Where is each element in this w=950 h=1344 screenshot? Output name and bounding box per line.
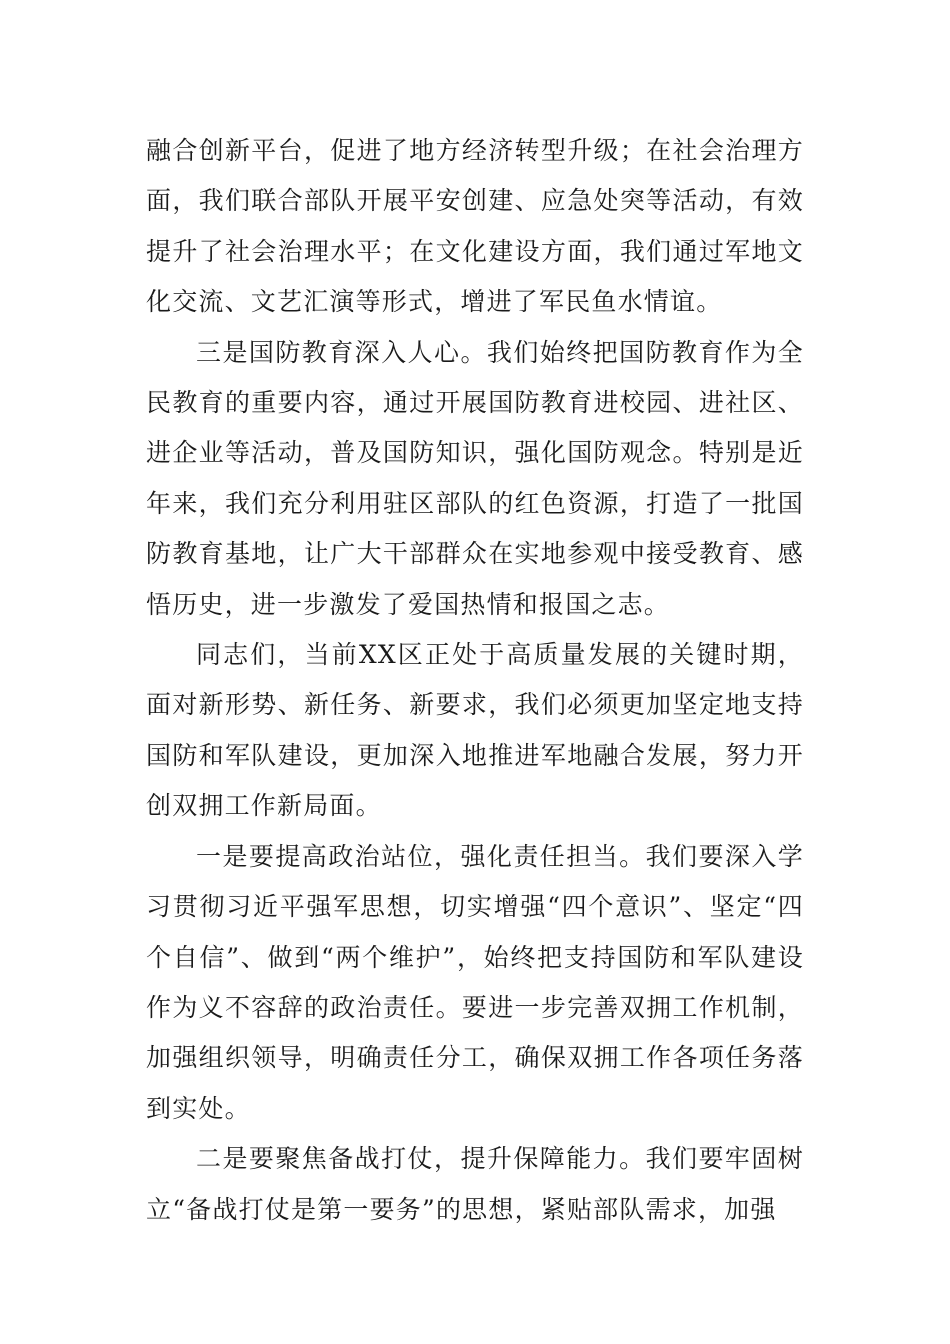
paragraph-combat-readiness: 二是要聚焦备战打仗，提升保障能力。我们要牢固树立“备战打仗是第一要务”的思想，紧贴部队需求，加强 xyxy=(146,1144,804,1224)
paragraph-comrades: 同志们，当前XX区正处于高质量发展的关键时期，面对新形势、新任务、新要求，我们必须更加坚定地支持国防和军队建设，更加深入地推进军地融合发展，努力开创双拥工作新局面。 xyxy=(146,640,804,821)
paragraph-national-defense-education: 三是国防教育深入人心。我们始终把国防教育作为全民教育的重要内容，通过开展国防教育进校园、进社区、进企业等活动，普及国防知识，强化国防观念。特别是近年来，我们充分利用驻区部队的红色资源，打造了一批国防教育基地，让广大干部群众在实地参观中接受教育、感悟历史，进一步激发了爱国热情和报国之志。 xyxy=(146,337,804,619)
paragraph-continuation: 融合创新平台，促进了地方经济转型升级；在社会治理方面，我们联合部队开展平安创建、应急处突等活动，有效提升了社会治理水平；在文化建设方面，我们通过军地文化交流、文艺汇演等形式，增进了军民鱼水情谊。 xyxy=(146,136,804,317)
paragraph-political-stance: 一是要提高政治站位，强化责任担当。我们要深入学习贯彻习近平强军思想，切实增强“四个意识”、坚定“四个自信”、做到“两个维护”，始终把支持国防和军队建设作为义不容辞的政治责任。要进一步完善双拥工作机制，加强组织领导，明确责任分工，确保双拥工作各项任务落到实处。 xyxy=(146,841,804,1123)
document-body xyxy=(146,126,804,1235)
